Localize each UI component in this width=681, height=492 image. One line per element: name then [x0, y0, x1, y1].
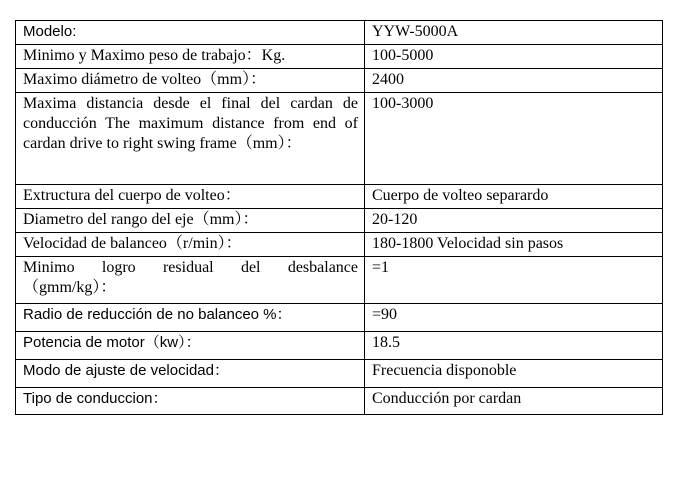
row-value: 20-120: [365, 209, 663, 233]
table-row: [16, 388, 663, 415]
row-label: Diametro del rango del eje（mm）：: [16, 209, 365, 233]
table-row: [16, 21, 663, 45]
table-row: [16, 304, 663, 332]
row-value: 180-1800 Velocidad sin pasos: [365, 233, 663, 257]
row-label: Potencia de motor（kw）：: [16, 332, 365, 360]
row-value: 100-3000: [365, 93, 663, 185]
row-label: Maximo diámetro de volteo（mm）：: [16, 69, 365, 93]
row-value: Cuerpo de volteo separardo: [365, 185, 663, 209]
table-row: [16, 185, 663, 209]
row-value: 2400: [365, 69, 663, 93]
row-label: Modelo:: [16, 21, 365, 45]
row-value: Conducción por cardan: [365, 388, 663, 415]
row-value: 18.5: [365, 332, 663, 360]
table-row: [16, 209, 663, 233]
row-value: 100-5000: [365, 45, 663, 69]
row-label: Radio de reducción de no balanceo %：: [16, 304, 365, 332]
table-row: [16, 93, 663, 185]
row-label: Tipo de conduccion：: [16, 388, 365, 415]
row-label: Minimo logro residual del desbalance（gmm/kg）：: [16, 257, 365, 304]
row-label: Modo de ajuste de velocidad：: [16, 360, 365, 388]
row-label: Extructura del cuerpo de volteo：: [16, 185, 365, 209]
table-row: [16, 257, 663, 304]
row-label: Velocidad de balanceo（r/min）：: [16, 233, 365, 257]
spec-table: [15, 20, 663, 415]
table-row: [16, 45, 663, 69]
row-value: Frecuencia disponoble: [365, 360, 663, 388]
row-value: YYW-5000A: [365, 21, 663, 45]
row-label: Minimo y Maximo peso de trabajo：Kg.: [16, 45, 365, 69]
row-value: =90: [365, 304, 663, 332]
table-row: [16, 332, 663, 360]
table-row: [16, 360, 663, 388]
row-value: =1: [365, 257, 663, 304]
table-row: [16, 69, 663, 93]
row-label: Maxima distancia desde el final del cardan de conducción The maximum distance from end of cardan drive to right swing frame（mm）：: [16, 93, 365, 185]
table-row: [16, 233, 663, 257]
